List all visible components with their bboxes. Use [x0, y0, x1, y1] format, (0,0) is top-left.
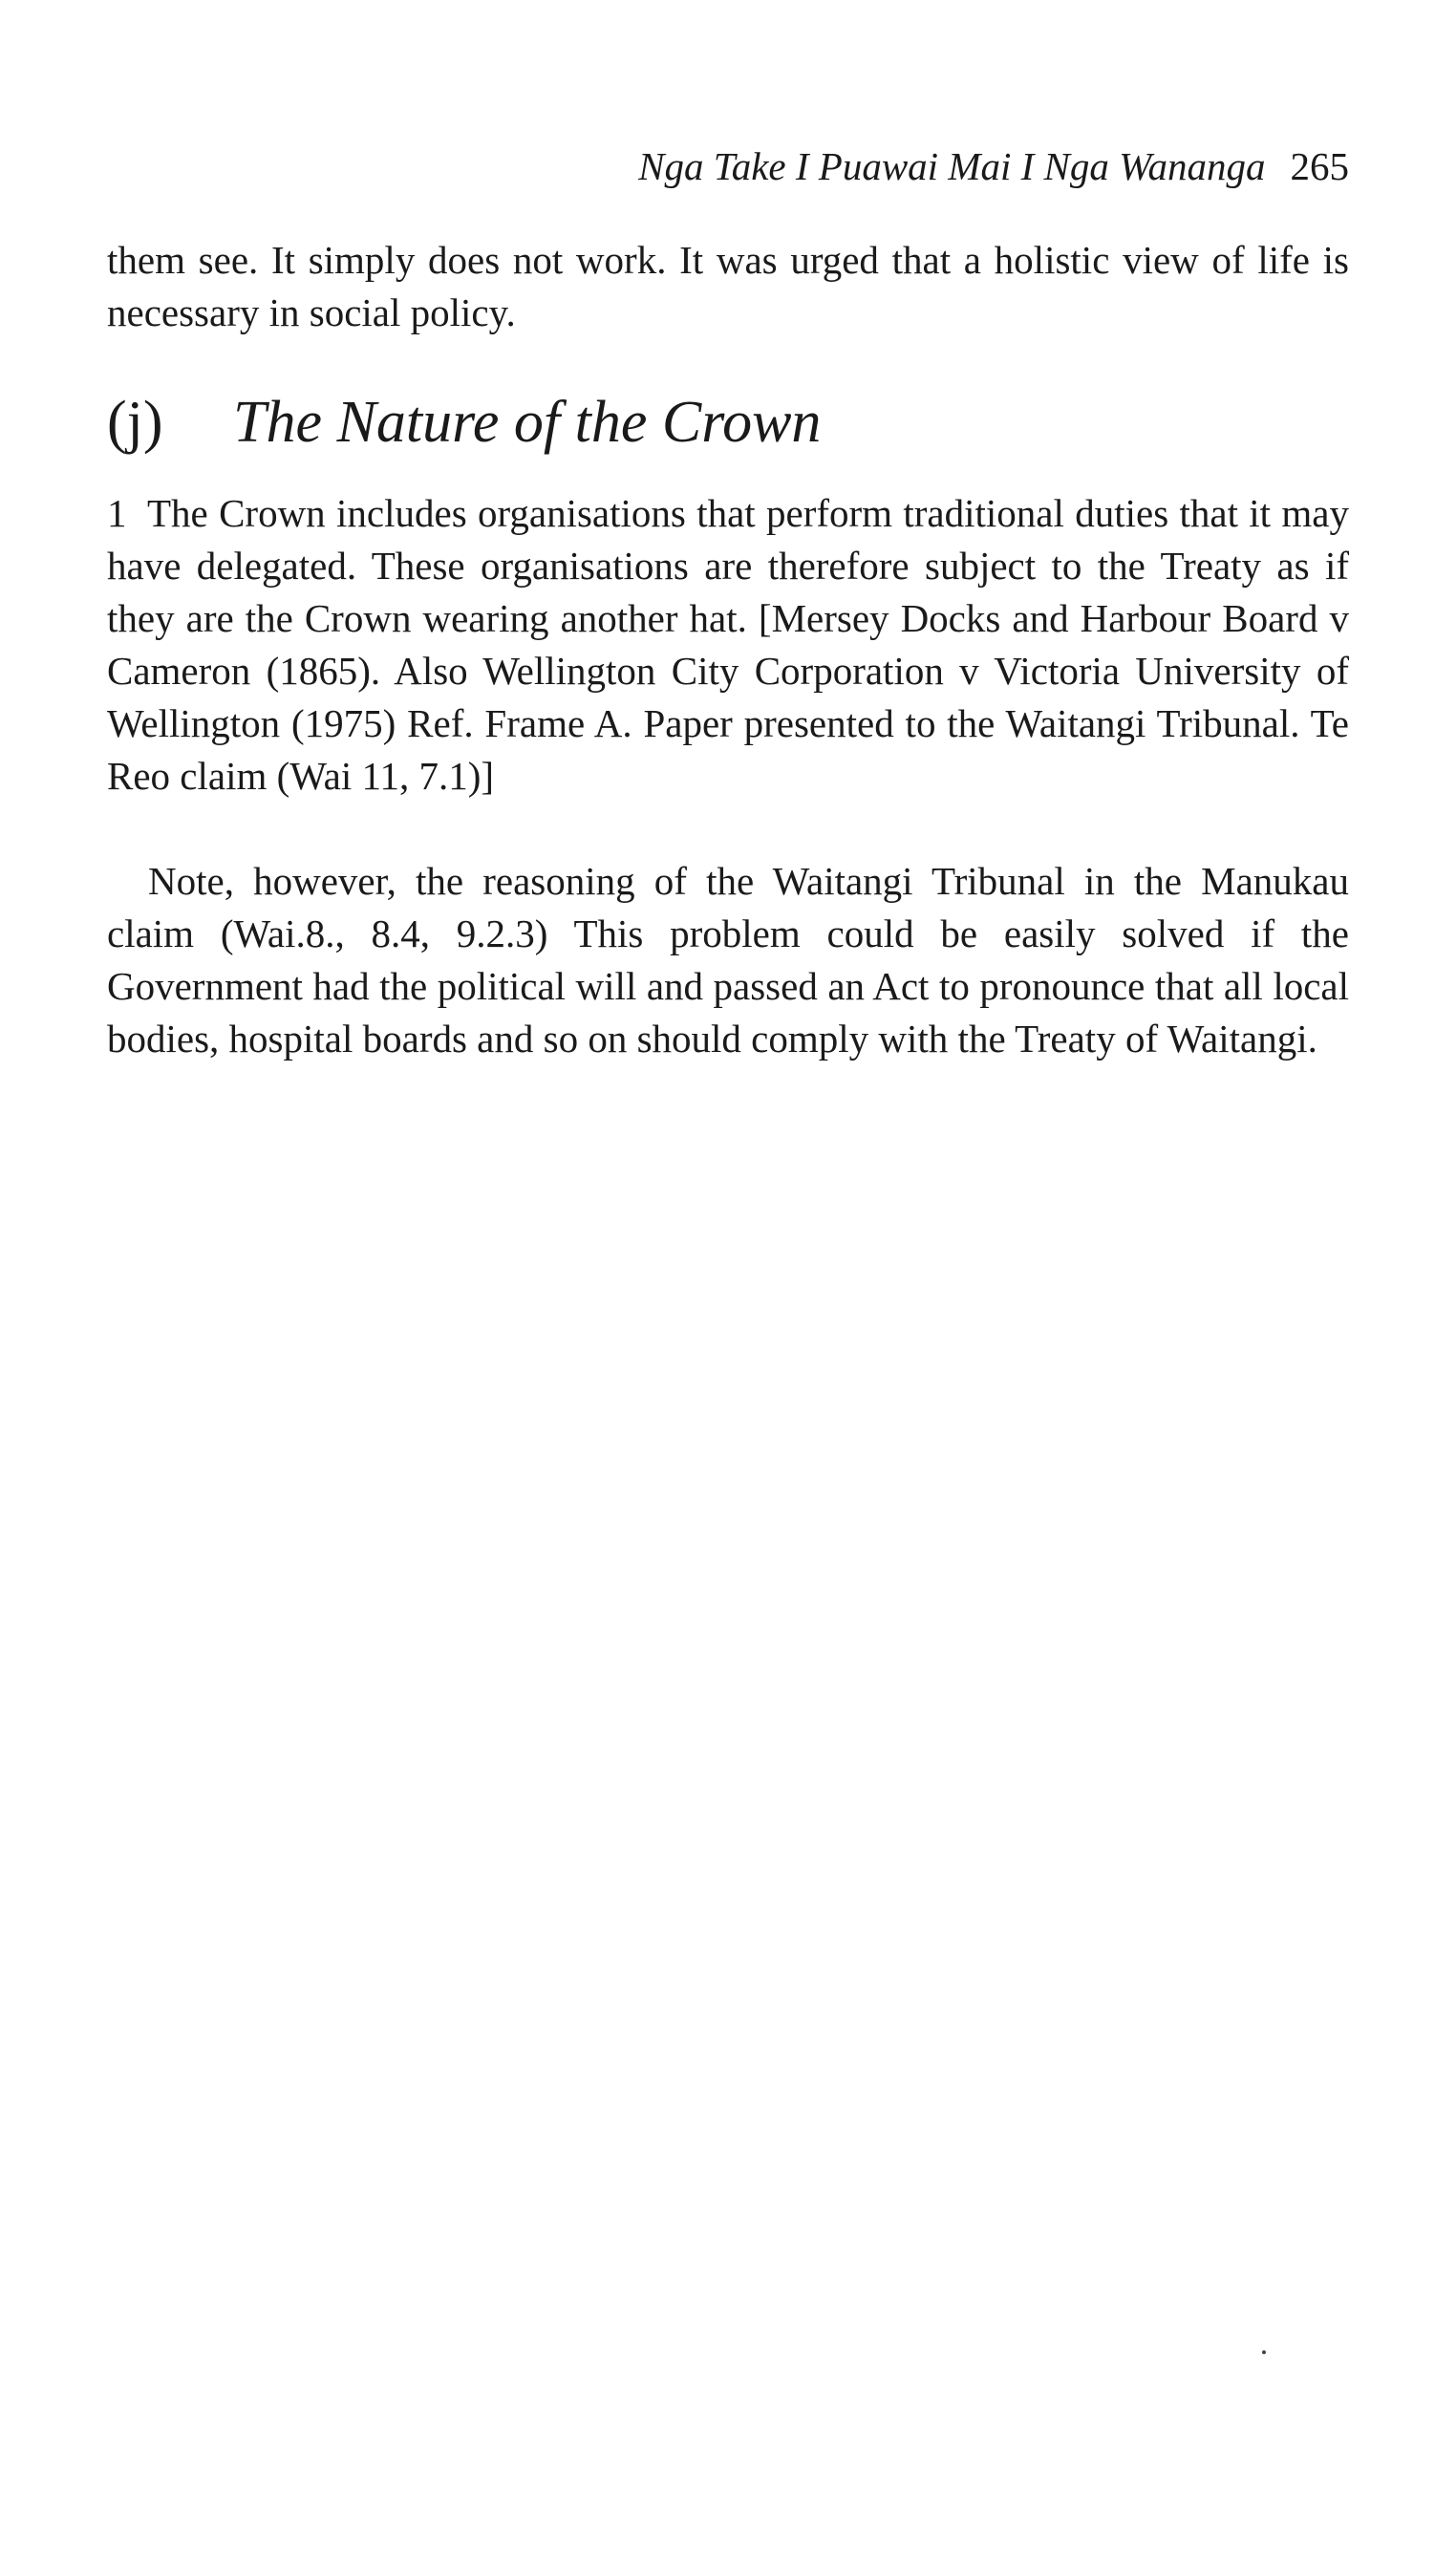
crown-paragraph-text: The Crown includes organisations that perform traditional duties that it may have delegated. These organisations are therefore subject to the Treaty as if they are the Crown wearing another hat. [Mersey Docks and Harbour Board v Cameron (1865). Also Wellington City Corporation v Victoria University of Wellington (1975) Ref. Frame A. Paper presented to the Waitangi Tribunal. Te Reo claim (Wai 11, 7.1)] [107, 491, 1349, 798]
page-number: 265 [1290, 144, 1349, 188]
opening-paragraph: them see. It simply does not work. It was urged that a holistic view of life is necessary in social policy. [107, 238, 1349, 334]
running-title: Nga Take I Puawai Mai I Nga Wananga [638, 144, 1266, 188]
note-paragraph: Note, however, the reasoning of the Waitangi Tribunal in the Manukau claim (Wai.8., 8.4, 9.2.3) This problem could be easily solved if the Government had the political will and passed an Act to pronounce that all local bodies, hospital boards and so on should comply with the Treaty of Waitangi. [107, 859, 1349, 1061]
item-number: 1 [107, 491, 127, 535]
section-marker: (j) [107, 390, 163, 455]
section-title: The Nature of the Crown [233, 390, 822, 455]
running-header [107, 143, 1349, 190]
print-speck [1262, 2350, 1266, 2354]
section-heading [107, 387, 1349, 458]
crown-paragraph [107, 487, 1349, 803]
